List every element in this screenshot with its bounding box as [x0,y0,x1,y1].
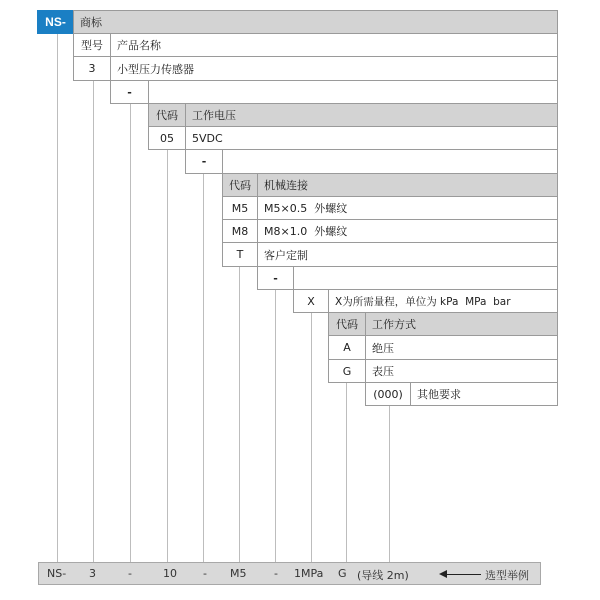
connector-line [275,289,276,562]
connector-line [57,33,58,562]
voltage-header-code: 代码 [148,103,186,127]
voltage-code: 05 [148,126,186,150]
connector-line [203,173,204,562]
model-header-code: 型号 [73,33,111,57]
connection-header-desc: 机械连接 [257,173,558,197]
connector-line [311,312,312,562]
separator-1: - [110,80,149,104]
voltage-desc: 5VDC [185,126,558,150]
connection-desc-m8: M8×1.0 外螺纹 [257,219,558,243]
connection-code-m8: M8 [222,219,258,243]
example-part-model: 3 [89,567,96,580]
example-part-mode: G [338,567,347,580]
voltage-header-desc: 工作电压 [185,103,558,127]
other-code: (000) [365,382,411,406]
connector-line [167,149,168,562]
model-code: 3 [73,56,111,81]
example-part-connection: M5 [230,567,247,580]
example-part-voltage: 10 [163,567,177,580]
connection-code-t: T [222,242,258,267]
mode-header-code: 代码 [328,312,366,336]
connection-code-m5: M5 [222,196,258,220]
brand-code: NS- [37,10,74,34]
separator-2-blank [222,149,558,174]
example-part-range: 1MPa [294,567,324,580]
connector-line [130,103,131,562]
example-part-sep1: - [128,567,132,580]
connection-desc-t: 客户定制 [257,242,558,267]
example-label: 选型举例 [485,569,529,582]
connector-line [389,405,390,562]
other-desc: 其他要求 [410,382,558,406]
mode-header-desc: 工作方式 [365,312,558,336]
mode-desc-a: 绝压 [365,335,558,360]
separator-1-blank [148,80,558,104]
connector-line [346,382,347,562]
arrow-line [445,574,481,575]
example-part-brand: NS- [47,567,67,580]
selection-example-bar [38,562,541,585]
separator-2: - [185,149,223,174]
range-code: X [293,289,329,313]
mode-desc-g: 表压 [365,359,558,383]
separator-3: - [257,266,294,290]
connector-line [239,266,240,562]
mode-code-a: A [328,335,366,360]
example-part-other: (导线 2m) [357,569,409,582]
brand-label: 商标 [73,10,558,34]
example-part-sep2: - [203,567,207,580]
mode-code-g: G [328,359,366,383]
range-desc: X为所需量程，单位为 kPa MPa bar [328,289,558,313]
connection-desc-m5: M5×0.5 外螺纹 [257,196,558,220]
model-desc: 小型压力传感器 [110,56,558,81]
example-part-sep3: - [274,567,278,580]
separator-3-blank [293,266,558,290]
connector-line [93,80,94,562]
model-header-desc: 产品名称 [110,33,558,57]
connection-header-code: 代码 [222,173,258,197]
